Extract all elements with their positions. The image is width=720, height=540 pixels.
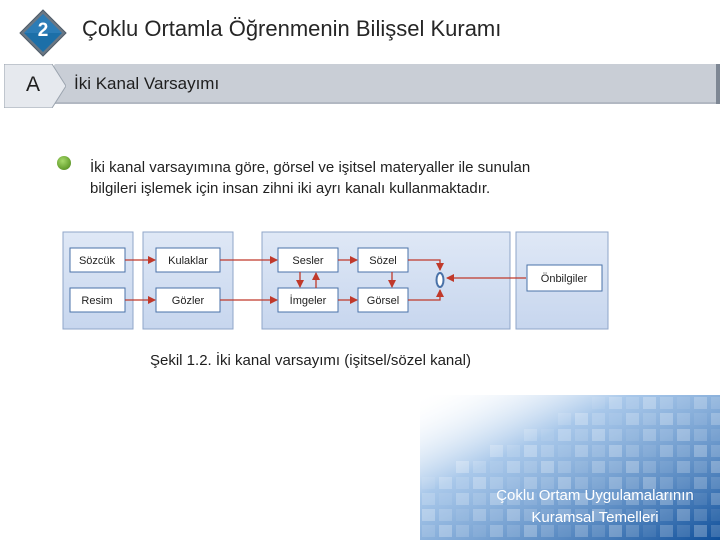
- footer-line-1: Çoklu Ortam Uygulamalarının: [496, 487, 694, 504]
- section-letter: A: [25, 73, 40, 96]
- node-label-sozel: Sözel: [369, 255, 397, 267]
- node-label-sesler: Sesler: [292, 255, 324, 267]
- node-label-sozcuk: Sözcük: [78, 255, 116, 267]
- node-label-onbilgiler: Önbilgiler: [540, 273, 588, 285]
- figure-caption: Şekil 1.2. İki kanal varsayımı (işitsel/sözel kanal): [150, 352, 471, 369]
- node-label-kulaklar: Kulaklar: [168, 255, 208, 267]
- page-title: Çoklu Ortamla Öğrenmenin Bilişsel Kuramı: [82, 16, 502, 41]
- bullet-line-1: İki kanal varsayımına göre, görsel ve işitsel materyaller ile sunulan: [90, 159, 531, 176]
- node-label-gorsel: Görsel: [366, 295, 400, 307]
- footer-text: [470, 485, 720, 529]
- sensory-memory-panel: [143, 232, 233, 329]
- working-memory-panel: [262, 232, 510, 329]
- node-label-gozler: Gözler: [171, 295, 205, 307]
- footer-line-2: Kuramsal Temelleri: [531, 509, 659, 526]
- subtitle: İki Kanal Varsayımı: [74, 74, 220, 93]
- node-label-resim: Resim: [81, 295, 113, 307]
- integration-node: [437, 273, 444, 287]
- section-number: 2: [37, 20, 49, 41]
- bullet-line-2: bilgileri işlemek için insan zihni iki ayrı kanalı kullanmaktadır.: [90, 180, 491, 197]
- node-label-imgeler: İmgeler: [289, 295, 327, 307]
- words-panel: [63, 232, 133, 329]
